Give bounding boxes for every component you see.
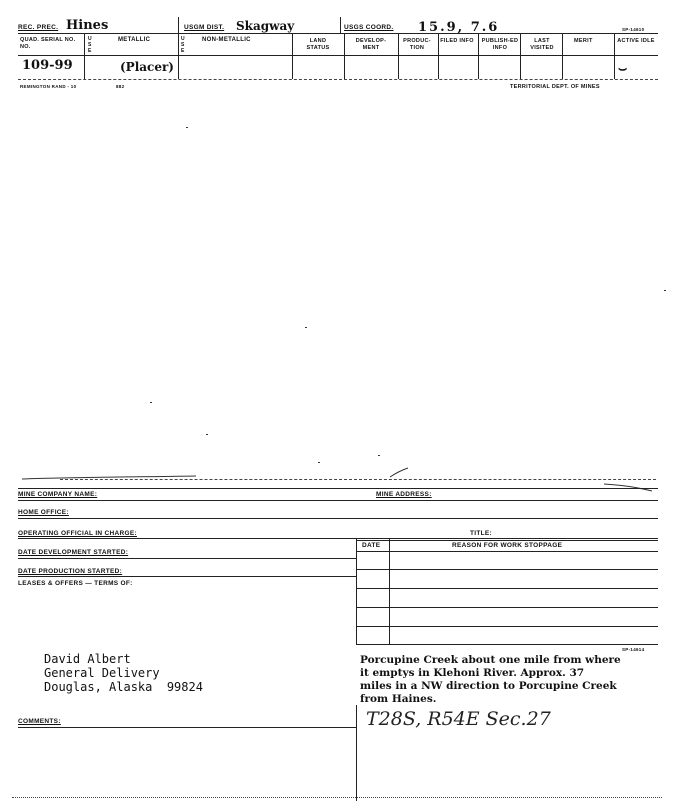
- location-line: miles in a NW direction to Porcupine Creek: [360, 680, 617, 692]
- leases-offers-label: LEASES & OFFERS — TERMS OF:: [18, 580, 133, 587]
- quad-serial-label: QUAD. SERIAL NO. NO.: [20, 37, 76, 50]
- published-info-label: PUBLISH-ED INFO: [481, 38, 519, 51]
- location-line: it emptys in Klehoni River. Approx. 37: [360, 667, 585, 679]
- footer-right: TERRITORIAL DEPT. OF MINES: [510, 84, 600, 90]
- active-idle-mark: ⌣: [618, 60, 628, 76]
- address-block: [44, 652, 203, 694]
- address-line: Douglas, Alaska 99824: [44, 680, 203, 694]
- metallic-label: METALLIC: [118, 37, 151, 43]
- location-description: [360, 654, 621, 706]
- footer-left: REMINGTON RAND - 10: [20, 84, 77, 89]
- use-letters-nonmetallic: U S E: [181, 36, 185, 54]
- last-visited-label: LAST VISITED: [530, 38, 554, 51]
- handwritten-location-note: T28S, R54E Sec.27: [366, 708, 551, 730]
- address-line: General Delivery: [44, 666, 160, 680]
- nonmetallic-label: NON-METALLIC: [202, 37, 251, 43]
- use-letters-metallic: U S E: [88, 36, 92, 54]
- address-line: David Albert: [44, 652, 131, 666]
- location-line: Porcupine Creek about one mile from where: [360, 654, 621, 666]
- mine-company-label: MINE COMPANY NAME:: [18, 491, 98, 498]
- stoppage-reason-header: REASON FOR WORK STOPPAGE: [452, 542, 563, 549]
- stray-pen-mark: [0, 455, 678, 495]
- title-label: TITLE:: [470, 530, 493, 537]
- production-label: PRODUC-TION: [403, 38, 431, 51]
- form-number-top: SP-14610: [622, 27, 645, 32]
- merit-label: MERIT: [574, 38, 593, 44]
- metallic-value: (Placer): [120, 60, 174, 74]
- usgs-coord-label: USGS COORD.: [344, 24, 394, 31]
- mine-address-label: MINE ADDRESS:: [376, 491, 432, 498]
- date-production-label: DATE PRODUCTION STARTED:: [18, 568, 123, 575]
- usgs-coord-value: 15.9, 7.6: [418, 20, 500, 35]
- filed-info-label: FILED INFO: [440, 38, 474, 44]
- land-status-label: LAND STATUS: [306, 38, 330, 51]
- operating-official-label: OPERATING OFFICIAL IN CHARGE:: [18, 530, 137, 537]
- footer-left-code: 882: [116, 84, 125, 89]
- rec-prec-label: REC. PREC.: [18, 24, 59, 31]
- home-office-label: HOME OFFICE:: [18, 509, 69, 516]
- stoppage-date-header: DATE: [362, 542, 381, 549]
- rec-prec-value: Hines: [66, 18, 109, 33]
- comments-label: COMMENTS:: [18, 718, 61, 725]
- location-line: from Haines.: [360, 693, 437, 705]
- development-label: DEVELOP-MENT: [355, 38, 387, 51]
- date-development-label: DATE DEVELOPMENT STARTED:: [18, 549, 129, 556]
- usgm-dist-label: USGM DIST.: [184, 24, 225, 31]
- usgm-dist-value: Skagway: [236, 19, 295, 33]
- active-idle-label: ACTIVE IDLE: [617, 38, 655, 44]
- quad-serial-value: 109-99: [22, 58, 73, 73]
- form-number-bottom: SP-14614: [622, 647, 645, 652]
